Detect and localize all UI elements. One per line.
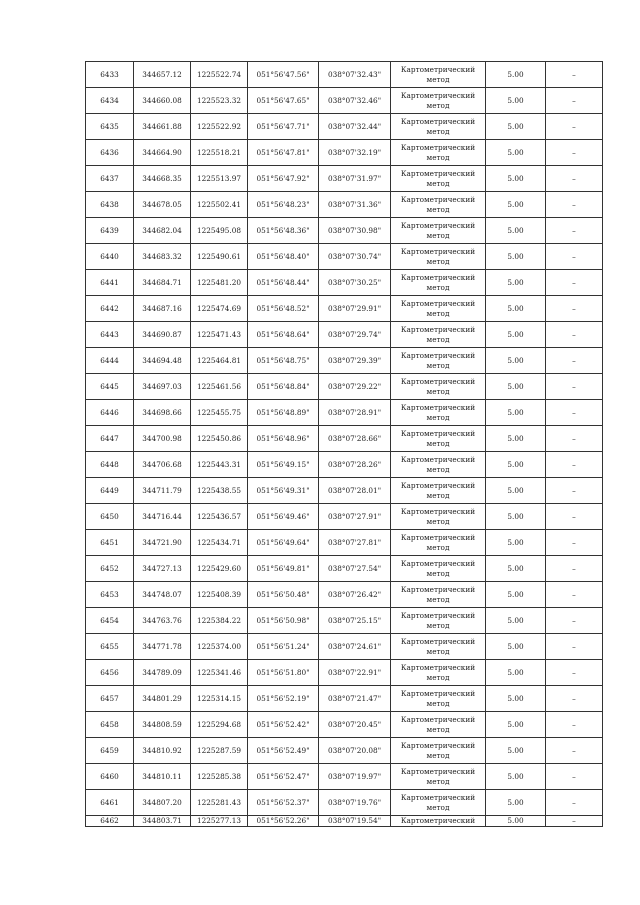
longitude-cell: 038°07'27.91" (319, 504, 391, 530)
point-number-cell: 6449 (86, 478, 134, 504)
accuracy-cell: 5.00 (486, 270, 546, 296)
note-cell: – (546, 478, 603, 504)
x-coordinate-cell: 344789.09 (134, 660, 191, 686)
note-cell: – (546, 816, 603, 827)
latitude-cell: 051°56'48.64" (248, 322, 319, 348)
accuracy-cell: 5.00 (486, 140, 546, 166)
longitude-cell: 038°07'30.98" (319, 218, 391, 244)
y-coordinate-cell: 1225523.32 (191, 88, 248, 114)
note-cell: – (546, 244, 603, 270)
longitude-cell: 038°07'19.54" (319, 816, 391, 827)
longitude-cell: 038°07'20.45" (319, 712, 391, 738)
point-number-cell: 6456 (86, 660, 134, 686)
method-cell: Картометрический метод (391, 166, 486, 192)
latitude-cell: 051°56'51.24" (248, 634, 319, 660)
method-cell: Картометрический метод (391, 556, 486, 582)
method-cell: Картометрический метод (391, 374, 486, 400)
note-cell: – (546, 556, 603, 582)
method-cell: Картометрический метод (391, 244, 486, 270)
table-row (86, 348, 603, 374)
point-number-cell: 6443 (86, 322, 134, 348)
longitude-cell: 038°07'30.25" (319, 270, 391, 296)
accuracy-cell: 5.00 (486, 62, 546, 88)
accuracy-cell: 5.00 (486, 374, 546, 400)
x-coordinate-cell: 344771.78 (134, 634, 191, 660)
table-row (86, 218, 603, 244)
y-coordinate-cell: 1225461.56 (191, 374, 248, 400)
longitude-cell: 038°07'28.91" (319, 400, 391, 426)
note-cell: – (546, 738, 603, 764)
method-cell: Картометрический метод (391, 322, 486, 348)
point-number-cell: 6454 (86, 608, 134, 634)
point-number-cell: 6445 (86, 374, 134, 400)
x-coordinate-cell: 344684.71 (134, 270, 191, 296)
note-cell: – (546, 374, 603, 400)
method-cell: Картометрический метод (391, 478, 486, 504)
x-coordinate-cell: 344694.48 (134, 348, 191, 374)
longitude-cell: 038°07'32.43" (319, 62, 391, 88)
point-number-cell: 6441 (86, 270, 134, 296)
point-number-cell: 6457 (86, 686, 134, 712)
point-number-cell: 6440 (86, 244, 134, 270)
method-cell: Картометрический метод (391, 608, 486, 634)
note-cell: – (546, 426, 603, 452)
table-row (86, 582, 603, 608)
method-cell: Картометрический метод (391, 62, 486, 88)
table-row (86, 192, 603, 218)
coordinates-table-body (86, 62, 603, 827)
x-coordinate-cell: 344682.04 (134, 218, 191, 244)
method-cell: Картометрический метод (391, 530, 486, 556)
note-cell: – (546, 400, 603, 426)
point-number-cell: 6451 (86, 530, 134, 556)
accuracy-cell: 5.00 (486, 348, 546, 374)
note-cell: – (546, 296, 603, 322)
accuracy-cell: 5.00 (486, 504, 546, 530)
y-coordinate-cell: 1225490.61 (191, 244, 248, 270)
latitude-cell: 051°56'49.81" (248, 556, 319, 582)
latitude-cell: 051°56'51.80" (248, 660, 319, 686)
table-row (86, 712, 603, 738)
latitude-cell: 051°56'47.65" (248, 88, 319, 114)
latitude-cell: 051°56'49.46" (248, 504, 319, 530)
latitude-cell: 051°56'48.84" (248, 374, 319, 400)
longitude-cell: 038°07'22.91" (319, 660, 391, 686)
latitude-cell: 051°56'50.98" (248, 608, 319, 634)
accuracy-cell: 5.00 (486, 556, 546, 582)
note-cell: – (546, 790, 603, 816)
point-number-cell: 6446 (86, 400, 134, 426)
y-coordinate-cell: 1225287.59 (191, 738, 248, 764)
x-coordinate-cell: 344657.12 (134, 62, 191, 88)
x-coordinate-cell: 344706.68 (134, 452, 191, 478)
y-coordinate-cell: 1225522.92 (191, 114, 248, 140)
method-cell: Картометрический метод (391, 504, 486, 530)
method-cell: Картометрический метод (391, 712, 486, 738)
point-number-cell: 6461 (86, 790, 134, 816)
note-cell: – (546, 712, 603, 738)
x-coordinate-cell: 344807.20 (134, 790, 191, 816)
x-coordinate-cell: 344668.35 (134, 166, 191, 192)
table-row (86, 530, 603, 556)
method-cell: Картометрический метод (391, 348, 486, 374)
table-row (86, 634, 603, 660)
table-row (86, 556, 603, 582)
point-number-cell: 6442 (86, 296, 134, 322)
table-row (86, 114, 603, 140)
table-row (86, 790, 603, 816)
table-row (86, 426, 603, 452)
x-coordinate-cell: 344808.59 (134, 712, 191, 738)
method-cell: Картометрический метод (391, 426, 486, 452)
latitude-cell: 051°56'48.89" (248, 400, 319, 426)
latitude-cell: 051°56'49.64" (248, 530, 319, 556)
point-number-cell: 6450 (86, 504, 134, 530)
point-number-cell: 6438 (86, 192, 134, 218)
table-row (86, 166, 603, 192)
method-cell: Картометрический метод (391, 192, 486, 218)
y-coordinate-cell: 1225518.21 (191, 140, 248, 166)
accuracy-cell: 5.00 (486, 218, 546, 244)
note-cell: – (546, 686, 603, 712)
method-cell: Картометрический метод (391, 764, 486, 790)
accuracy-cell: 5.00 (486, 452, 546, 478)
latitude-cell: 051°56'50.48" (248, 582, 319, 608)
latitude-cell: 051°56'48.75" (248, 348, 319, 374)
latitude-cell: 051°56'48.52" (248, 296, 319, 322)
note-cell: – (546, 62, 603, 88)
latitude-cell: 051°56'48.36" (248, 218, 319, 244)
longitude-cell: 038°07'26.42" (319, 582, 391, 608)
longitude-cell: 038°07'27.54" (319, 556, 391, 582)
accuracy-cell: 5.00 (486, 530, 546, 556)
x-coordinate-cell: 344697.03 (134, 374, 191, 400)
longitude-cell: 038°07'29.22" (319, 374, 391, 400)
method-cell: Картометрический метод (391, 296, 486, 322)
longitude-cell: 038°07'31.36" (319, 192, 391, 218)
note-cell: – (546, 582, 603, 608)
note-cell: – (546, 270, 603, 296)
table-row (86, 400, 603, 426)
point-number-cell: 6437 (86, 166, 134, 192)
table-row (86, 686, 603, 712)
method-cell: Картометрический метод (391, 686, 486, 712)
table-row (86, 504, 603, 530)
note-cell: – (546, 192, 603, 218)
latitude-cell: 051°56'49.31" (248, 478, 319, 504)
method-cell: Картометрический метод (391, 114, 486, 140)
x-coordinate-cell: 344803.71 (134, 816, 191, 827)
latitude-cell: 051°56'52.37" (248, 790, 319, 816)
x-coordinate-cell: 344711.79 (134, 478, 191, 504)
y-coordinate-cell: 1225450.86 (191, 426, 248, 452)
table-row (86, 374, 603, 400)
note-cell: – (546, 530, 603, 556)
note-cell: – (546, 166, 603, 192)
point-number-cell: 6447 (86, 426, 134, 452)
longitude-cell: 038°07'21.47" (319, 686, 391, 712)
x-coordinate-cell: 344801.29 (134, 686, 191, 712)
table-row (86, 738, 603, 764)
accuracy-cell: 5.00 (486, 166, 546, 192)
latitude-cell: 051°56'47.71" (248, 114, 319, 140)
point-number-cell: 6460 (86, 764, 134, 790)
x-coordinate-cell: 344763.76 (134, 608, 191, 634)
table-row (86, 140, 603, 166)
point-number-cell: 6452 (86, 556, 134, 582)
longitude-cell: 038°07'28.01" (319, 478, 391, 504)
table-row (86, 296, 603, 322)
accuracy-cell: 5.00 (486, 764, 546, 790)
x-coordinate-cell: 344690.87 (134, 322, 191, 348)
method-cell: Картометрический метод (391, 582, 486, 608)
longitude-cell: 038°07'24.61" (319, 634, 391, 660)
note-cell: – (546, 140, 603, 166)
method-cell: Картометрический метод (391, 738, 486, 764)
point-number-cell: 6435 (86, 114, 134, 140)
accuracy-cell: 5.00 (486, 582, 546, 608)
point-number-cell: 6453 (86, 582, 134, 608)
latitude-cell: 051°56'47.56" (248, 62, 319, 88)
y-coordinate-cell: 1225277.13 (191, 816, 248, 827)
accuracy-cell: 5.00 (486, 660, 546, 686)
latitude-cell: 051°56'48.40" (248, 244, 319, 270)
latitude-cell: 051°56'48.44" (248, 270, 319, 296)
method-cell: Картометрический метод (391, 88, 486, 114)
table-row (86, 764, 603, 790)
accuracy-cell: 5.00 (486, 244, 546, 270)
y-coordinate-cell: 1225384.22 (191, 608, 248, 634)
note-cell: – (546, 634, 603, 660)
longitude-cell: 038°07'20.08" (319, 738, 391, 764)
longitude-cell: 038°07'32.19" (319, 140, 391, 166)
accuracy-cell: 5.00 (486, 426, 546, 452)
longitude-cell: 038°07'31.97" (319, 166, 391, 192)
accuracy-cell: 5.00 (486, 738, 546, 764)
accuracy-cell: 5.00 (486, 790, 546, 816)
y-coordinate-cell: 1225474.69 (191, 296, 248, 322)
method-cell: Картометрический метод (391, 452, 486, 478)
longitude-cell: 038°07'19.76" (319, 790, 391, 816)
point-number-cell: 6455 (86, 634, 134, 660)
latitude-cell: 051°56'52.42" (248, 712, 319, 738)
x-coordinate-cell: 344698.66 (134, 400, 191, 426)
table-row (86, 62, 603, 88)
x-coordinate-cell: 344700.98 (134, 426, 191, 452)
latitude-cell: 051°56'52.26" (248, 816, 319, 827)
x-coordinate-cell: 344810.11 (134, 764, 191, 790)
x-coordinate-cell: 344687.16 (134, 296, 191, 322)
longitude-cell: 038°07'25.15" (319, 608, 391, 634)
table-row (86, 608, 603, 634)
method-cell: Картометрический метод (391, 660, 486, 686)
note-cell: – (546, 452, 603, 478)
table-row (86, 478, 603, 504)
note-cell: – (546, 88, 603, 114)
accuracy-cell: 5.00 (486, 608, 546, 634)
point-number-cell: 6462 (86, 816, 134, 827)
method-cell: Картометрический метод (391, 400, 486, 426)
point-number-cell: 6439 (86, 218, 134, 244)
y-coordinate-cell: 1225513.97 (191, 166, 248, 192)
point-number-cell: 6434 (86, 88, 134, 114)
point-number-cell: 6444 (86, 348, 134, 374)
latitude-cell: 051°56'52.19" (248, 686, 319, 712)
accuracy-cell: 5.00 (486, 322, 546, 348)
method-cell: Картометрический (391, 816, 486, 827)
longitude-cell: 038°07'32.46" (319, 88, 391, 114)
accuracy-cell: 5.00 (486, 686, 546, 712)
x-coordinate-cell: 344678.05 (134, 192, 191, 218)
y-coordinate-cell: 1225408.39 (191, 582, 248, 608)
y-coordinate-cell: 1225495.08 (191, 218, 248, 244)
method-cell: Картометрический метод (391, 634, 486, 660)
y-coordinate-cell: 1225281.43 (191, 790, 248, 816)
x-coordinate-cell: 344660.08 (134, 88, 191, 114)
latitude-cell: 051°56'49.15" (248, 452, 319, 478)
y-coordinate-cell: 1225341.46 (191, 660, 248, 686)
y-coordinate-cell: 1225294.68 (191, 712, 248, 738)
method-cell: Картометрический метод (391, 218, 486, 244)
point-number-cell: 6459 (86, 738, 134, 764)
latitude-cell: 051°56'52.49" (248, 738, 319, 764)
y-coordinate-cell: 1225429.60 (191, 556, 248, 582)
method-cell: Картометрический метод (391, 270, 486, 296)
latitude-cell: 051°56'48.96" (248, 426, 319, 452)
longitude-cell: 038°07'27.81" (319, 530, 391, 556)
longitude-cell: 038°07'30.74" (319, 244, 391, 270)
latitude-cell: 051°56'48.23" (248, 192, 319, 218)
note-cell: – (546, 660, 603, 686)
y-coordinate-cell: 1225438.55 (191, 478, 248, 504)
longitude-cell: 038°07'29.39" (319, 348, 391, 374)
note-cell: – (546, 348, 603, 374)
table-row (86, 660, 603, 686)
latitude-cell: 051°56'47.81" (248, 140, 319, 166)
coordinates-table (85, 61, 603, 827)
x-coordinate-cell: 344661.88 (134, 114, 191, 140)
accuracy-cell: 5.00 (486, 114, 546, 140)
table-row (86, 816, 603, 827)
method-cell: Картометрический метод (391, 140, 486, 166)
table-row (86, 270, 603, 296)
accuracy-cell: 5.00 (486, 816, 546, 827)
accuracy-cell: 5.00 (486, 296, 546, 322)
y-coordinate-cell: 1225436.57 (191, 504, 248, 530)
y-coordinate-cell: 1225443.31 (191, 452, 248, 478)
y-coordinate-cell: 1225314.15 (191, 686, 248, 712)
longitude-cell: 038°07'28.66" (319, 426, 391, 452)
accuracy-cell: 5.00 (486, 88, 546, 114)
y-coordinate-cell: 1225502.41 (191, 192, 248, 218)
x-coordinate-cell: 344748.07 (134, 582, 191, 608)
y-coordinate-cell: 1225471.43 (191, 322, 248, 348)
point-number-cell: 6436 (86, 140, 134, 166)
longitude-cell: 038°07'28.26" (319, 452, 391, 478)
accuracy-cell: 5.00 (486, 400, 546, 426)
latitude-cell: 051°56'52.47" (248, 764, 319, 790)
x-coordinate-cell: 344716.44 (134, 504, 191, 530)
longitude-cell: 038°07'19.97" (319, 764, 391, 790)
longitude-cell: 038°07'29.91" (319, 296, 391, 322)
y-coordinate-cell: 1225481.20 (191, 270, 248, 296)
y-coordinate-cell: 1225285.38 (191, 764, 248, 790)
x-coordinate-cell: 344664.90 (134, 140, 191, 166)
point-number-cell: 6433 (86, 62, 134, 88)
table-row (86, 452, 603, 478)
accuracy-cell: 5.00 (486, 634, 546, 660)
note-cell: – (546, 504, 603, 530)
table-row (86, 244, 603, 270)
longitude-cell: 038°07'29.74" (319, 322, 391, 348)
y-coordinate-cell: 1225374.00 (191, 634, 248, 660)
accuracy-cell: 5.00 (486, 192, 546, 218)
accuracy-cell: 5.00 (486, 478, 546, 504)
note-cell: – (546, 322, 603, 348)
x-coordinate-cell: 344721.90 (134, 530, 191, 556)
table-row (86, 88, 603, 114)
x-coordinate-cell: 344683.32 (134, 244, 191, 270)
accuracy-cell: 5.00 (486, 712, 546, 738)
point-number-cell: 6458 (86, 712, 134, 738)
longitude-cell: 038°07'32.44" (319, 114, 391, 140)
point-number-cell: 6448 (86, 452, 134, 478)
note-cell: – (546, 114, 603, 140)
note-cell: – (546, 218, 603, 244)
x-coordinate-cell: 344810.92 (134, 738, 191, 764)
x-coordinate-cell: 344727.13 (134, 556, 191, 582)
y-coordinate-cell: 1225464.81 (191, 348, 248, 374)
y-coordinate-cell: 1225522.74 (191, 62, 248, 88)
note-cell: – (546, 608, 603, 634)
y-coordinate-cell: 1225434.71 (191, 530, 248, 556)
table-row (86, 322, 603, 348)
method-cell: Картометрический метод (391, 790, 486, 816)
latitude-cell: 051°56'47.92" (248, 166, 319, 192)
note-cell: – (546, 764, 603, 790)
y-coordinate-cell: 1225455.75 (191, 400, 248, 426)
